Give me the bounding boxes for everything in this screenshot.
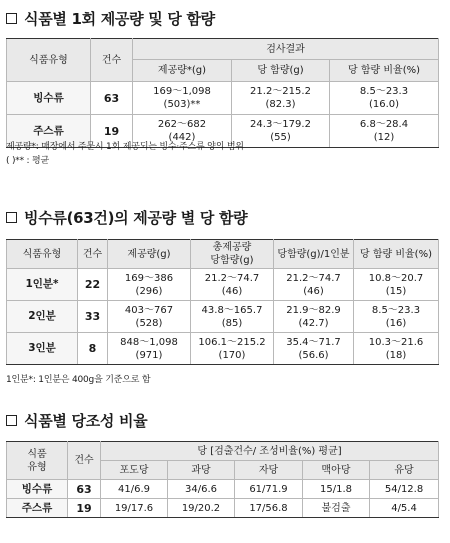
row-label: 빙수류	[7, 82, 91, 115]
maltose-cell: 불검출	[303, 499, 370, 518]
per-person-average: (42.7)	[298, 317, 329, 329]
ratio-cell	[354, 269, 439, 301]
sugar-average: (55)	[270, 132, 291, 143]
table-row	[7, 269, 439, 301]
header-food-type: 식품유형	[7, 39, 91, 82]
ratio-cell	[354, 301, 439, 333]
serving-range: 262～682	[157, 119, 207, 130]
ratio-range: 6.8～28.4	[359, 119, 409, 130]
row-label: 주스류	[7, 115, 91, 148]
ratio-range: 10.8～20.7	[368, 272, 424, 284]
header-sugar-group: 당 [검출건수/ 조성비율(%) 평균]	[101, 442, 439, 461]
fructose-cell: 19/20.2	[168, 499, 235, 518]
serving-average: (528)	[135, 317, 163, 329]
header-per-person: 당함량(g)/1인분	[274, 240, 354, 269]
ratio-average: (15)	[385, 285, 407, 297]
row-count: 8	[78, 333, 108, 365]
checkbox-square-icon	[6, 415, 17, 426]
table-row	[7, 333, 439, 365]
row-count: 19	[91, 115, 133, 148]
serving-footnote: 제공량*: 매장에서 주문시 1회 제공되는 빙수·주스류 양의 범위	[6, 142, 244, 152]
total-range: 21.2～74.7	[204, 272, 260, 284]
row-label: 빙수류	[7, 480, 68, 499]
header-fructose: 과당	[168, 461, 235, 480]
sucrose-cell: 61/71.9	[235, 480, 303, 499]
header-count: 건수	[91, 39, 133, 82]
header-serving: 제공량*(g)	[133, 60, 232, 82]
row-count: 33	[78, 301, 108, 333]
per-person-cell	[274, 333, 354, 365]
header-glucose: 포도당	[101, 461, 168, 480]
header-total-serving-line2: 당함량(g)	[210, 255, 254, 266]
serving-range: 169～386	[124, 272, 174, 284]
row-label: 주스류	[7, 499, 68, 518]
total-average: (46)	[221, 285, 243, 297]
header-food-type	[7, 442, 68, 480]
sugar-cell	[232, 115, 330, 148]
total-range: 43.8～165.7	[201, 304, 263, 316]
row-count: 63	[68, 480, 101, 499]
header-maltose: 맥아당	[303, 461, 370, 480]
ratio-average: (16)	[385, 317, 407, 329]
row-count: 63	[91, 82, 133, 115]
header-lactose: 유당	[370, 461, 439, 480]
total-cell	[191, 333, 274, 365]
table-row	[7, 301, 439, 333]
section2-title-text: 빙수류(63건)의 제공량 별 당 함량	[24, 209, 248, 227]
header-food-type-line2: 유형	[27, 461, 47, 473]
section1-title	[6, 8, 215, 29]
ratio-cell	[330, 82, 439, 115]
header-sugar-ratio: 당 함량 비율(%)	[354, 240, 439, 269]
checkbox-square-icon	[6, 212, 17, 223]
row-label: 1인분*	[7, 269, 78, 301]
serving-cell	[108, 301, 191, 333]
per-person-cell	[274, 269, 354, 301]
serving-average: (442)	[168, 132, 196, 143]
per-person-average: (56.6)	[298, 349, 329, 361]
sugar-range: 24.3～179.2	[250, 119, 311, 130]
sugar-cell	[232, 82, 330, 115]
row-count: 19	[68, 499, 101, 518]
ratio-range: 8.5～23.3	[371, 304, 421, 316]
per-person-range: 21.2～74.7	[286, 272, 341, 284]
glucose-cell: 19/17.6	[101, 499, 168, 518]
serving-average: (296)	[135, 285, 163, 297]
sucrose-cell: 17/56.8	[235, 499, 303, 518]
header-count: 건수	[68, 442, 101, 480]
total-average: (85)	[221, 317, 243, 329]
section3-title	[6, 410, 147, 431]
header-serving: 제공량(g)	[108, 240, 191, 269]
serving-cell	[108, 269, 191, 301]
ratio-range: 8.5～23.3	[359, 86, 409, 97]
row-label: 3인분	[7, 333, 78, 365]
ratio-average: (18)	[385, 349, 407, 361]
ratio-cell	[354, 333, 439, 365]
total-range: 106.1～215.2	[198, 336, 266, 348]
serving-range: 169～1,098	[153, 86, 211, 97]
total-average: (170)	[218, 349, 246, 361]
section2-title	[6, 207, 247, 228]
per-person-cell	[274, 301, 354, 333]
serving-range: 848～1,098	[120, 336, 178, 348]
row-count: 22	[78, 269, 108, 301]
serving-range: 403～767	[124, 304, 174, 316]
ratio-average: (16.0)	[368, 99, 400, 110]
header-food-type: 식품유형	[7, 240, 78, 269]
total-cell	[191, 301, 274, 333]
per-person-range: 21.9～82.9	[286, 304, 341, 316]
serving-cell	[133, 82, 232, 115]
header-sucrose: 자당	[235, 461, 303, 480]
row-label: 2인분	[7, 301, 78, 333]
header-total-serving-line1: 총제공량	[212, 242, 252, 253]
serving-average: (503)**	[163, 99, 201, 110]
serving-cell	[108, 333, 191, 365]
maltose-cell: 15/1.8	[303, 480, 370, 499]
ratio-cell	[330, 115, 439, 148]
checkbox-square-icon	[6, 13, 17, 24]
sugar-range: 21.2～215.2	[250, 86, 311, 97]
serving-sugar-table	[6, 38, 439, 148]
total-cell	[191, 269, 274, 301]
glucose-cell: 41/6.9	[101, 480, 168, 499]
portion-footnote: 1인분*: 1인분은 400g을 기준으로 함	[6, 375, 151, 385]
ratio-range: 10.3～21.6	[368, 336, 424, 348]
section1-title-text: 식품별 1회 제공량 및 당 함량	[24, 10, 215, 28]
sugar-composition-table	[6, 441, 439, 518]
table-row	[7, 82, 439, 115]
serving-average: (971)	[135, 349, 163, 361]
header-count: 건수	[78, 240, 108, 269]
header-food-type-line1: 식품	[27, 448, 47, 460]
lactose-cell: 4/5.4	[370, 499, 439, 518]
per-person-range: 35.4～71.7	[286, 336, 341, 348]
lactose-cell: 54/12.8	[370, 480, 439, 499]
ratio-average: (12)	[373, 132, 395, 143]
header-sugar: 당 함량(g)	[232, 60, 330, 82]
per-person-average: (46)	[303, 285, 324, 297]
average-footnote: ( )** : 평균	[6, 156, 50, 166]
fructose-cell: 34/6.6	[168, 480, 235, 499]
table-row	[7, 480, 439, 499]
header-total-serving-sugar	[191, 240, 274, 269]
header-sugar-ratio: 당 함량 비율(%)	[330, 60, 439, 82]
table-row	[7, 499, 439, 518]
sugar-average: (82.3)	[265, 99, 296, 110]
header-test-result: 검사결과	[133, 39, 439, 60]
section3-title-text: 식품별 당조성 비율	[24, 412, 148, 430]
portion-sugar-table	[6, 239, 439, 365]
